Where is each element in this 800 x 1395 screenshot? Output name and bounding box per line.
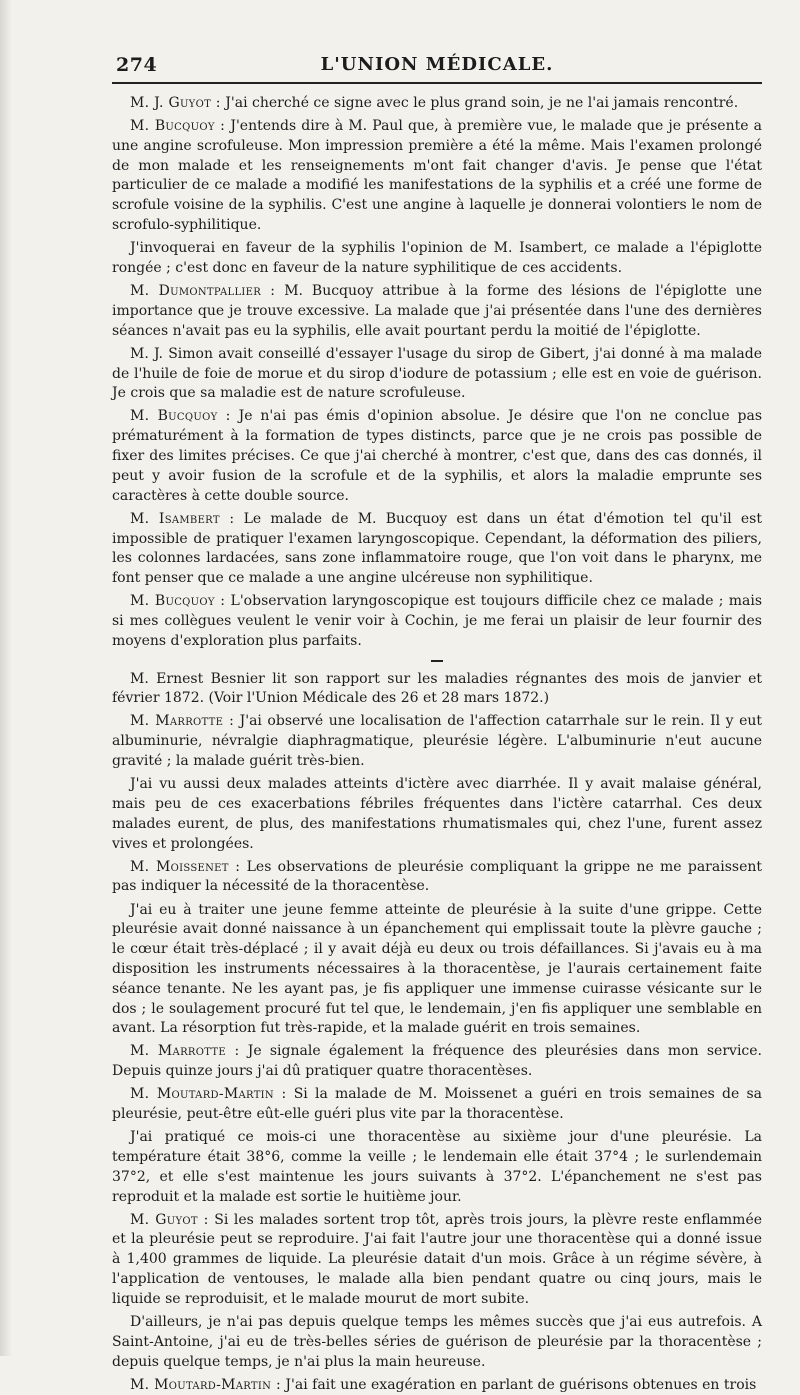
paragraph: [112, 712, 762, 771]
speaker-name: M. Bucquoy :: [130, 593, 226, 610]
paragraph: [112, 858, 762, 898]
speaker-name: M. Moutard-Martin :: [130, 1086, 287, 1103]
paragraph: [112, 239, 762, 279]
speaker-name: M. Bucquoy :: [130, 408, 231, 425]
paragraph-text: J'invoquerai en faveur de la syphilis l'opinion de M. Isambert, ce malade a l'épiglotte rongée ; c'est donc en faveur de la nature syphilitique de ces accidents.: [112, 240, 762, 276]
speaker-name: M. Moissenet :: [130, 858, 241, 875]
paragraph-text: Si les malades sortent trop tôt, après trois jours, la plèvre reste enflammée et la pleurésie peut se reproduire. J'ai fait l'autre jour une thoracentèse qui a donné issue à 1,400 grammes de liquide. La pleurésie datait d'un mois. Grâce à un régime sévère, à l'application de ventouses, le malade alla bien pendant quatre ou cinq jours, mais le liquide se reproduisit, et le malade mourut de mort subite.: [112, 1211, 763, 1307]
speaker-name: M. Guyot :: [130, 1211, 209, 1228]
paragraph: [112, 282, 762, 341]
paragraph-text: J'entends dire à M. Paul que, à première vue, le malade que je présente a une angine scrofuleuse. Mon impression première a été la même. Mais l'examen prolongé de mon malade et les renseignements m'ont fait changer d'avis. Je pense que l'état particulier de ce malade a modifié les manifestations de la syphilis et a créé une forme de scrofule voisine de la syphilis. C'est une angine à laquelle je donnerai volontiers le nom de scrofulo-syphilitique.: [112, 118, 763, 234]
paragraph: [112, 1313, 762, 1372]
paragraph-text: J'ai eu à traiter une jeune femme atteinte de pleurésie à la suite d'une grippe. Cette pleurésie avait donné naissance à un épanchement qui emplissait toute la plèvre gauche ; le cœur était très-déplacé ; il y avait déjà eu deux ou trois défaillances. Si j'avais eu à ma disposition les instruments nécessaires à la thoracentèse, je l'aurais certainement faite séance tenante. Ne les ayant pas, je fis appliquer une immense cuirasse vésicante sur le dos ; le soulagement procuré fut tel que, le lendemain, j'en fis appliquer une semblable en avant. La résorption fut très-rapide, et la malade guérit en trois semaines.: [112, 901, 762, 1037]
paragraph-text: Je signale également la fréquence des pleurésies dans mon service. Depuis quinze jours j'ai dû pratiquer quatre thoracentèses.: [112, 1043, 762, 1080]
page-number: 274: [116, 54, 158, 76]
paragraph-text: J'ai observé une localisation de l'affection catarrhale sur le rein. Il y eut albuminurie, névralgie diaphragmatique, pleurésie légère. L'albuminurie n'eut aucune gravité ; la malade guérit très-bien.: [112, 713, 762, 770]
paragraph-text: J'ai pratiqué ce mois-ci une thoracentèse au sixième jour d'une pleurésie. La température était 38°6, comme la veille ; le lendemain elle était 37°4 ; le surlendemain 37°2, et elle s'est maintenue les jours suivants à 37°2. L'épanchement ne s'est pas reproduit et la malade est sortie le huitième jour.: [112, 1129, 762, 1205]
paragraph: [112, 901, 762, 1040]
speaker-name: M. Bucquoy :: [130, 118, 226, 135]
speaker-name: M. Isambert :: [130, 510, 235, 527]
paragraph: [112, 670, 762, 710]
paragraph-text: Je n'ai pas émis d'opinion absolue. Je désire que l'on ne conclue pas prématurément à la formation de types distincts, parce que je ne crois pas possible de fixer des limites précises. Ce que j'ai cherché à montrer, c'est que, dans des cas donnés, il peut y avoir fusion de la scrofule et de la syphilis, et alors la maladie emprunte ses caractères à cette double source.: [112, 408, 763, 504]
speaker-name: M. Dumontpallier :: [130, 283, 276, 300]
speaker-name: M. J. Guyot :: [130, 95, 221, 111]
paragraph: [112, 117, 762, 236]
page-gutter-shadow: [0, 0, 12, 1356]
paragraph: [112, 510, 762, 589]
paragraph: [112, 1042, 762, 1082]
paragraph-text: Le malade de M. Bucquoy est dans un état d'émotion tel qu'il est impossible de pratiquer l'examen laryngoscopique. Cependant, la déformation des piliers, les colonnes lardacées, sans zone inflammatoire rouge, que l'on voit dans le pharynx, me font penser que ce malade a une angine ulcéreuse non syphilitique.: [112, 510, 762, 587]
speaker-name: M. Marrotte :: [130, 1043, 240, 1060]
paragraph-text: J'ai cherché ce signe avec le plus grand soin, je ne l'ai jamais rencontré.: [225, 95, 739, 111]
running-head: L'UNION MÉDICALE.: [320, 54, 554, 75]
paragraph: [112, 1128, 762, 1207]
body-text: [112, 94, 762, 1395]
paragraph-text: J'ai fait une exagération en parlant de guérisons obtenues en trois: [285, 1376, 757, 1393]
paragraph: [112, 407, 762, 506]
paragraph-text: M. Bucquoy attribue à la forme des lésions de l'épiglotte une importance que je trouve excessive. La malade que j'ai présentée dans l'une des dernières séances n'avait pas eu la syphilis, elle avait pourtant perdu la moitié de l'épiglotte.: [112, 283, 763, 339]
paragraph: [112, 775, 762, 854]
speaker-name: M. Marrotte :: [130, 713, 235, 730]
speaker-name: M. Moutard-Martin :: [130, 1376, 281, 1393]
paragraph: [112, 1085, 762, 1125]
section-separator: [431, 660, 443, 662]
paragraph: [112, 345, 762, 404]
paragraph-text: D'ailleurs, je n'ai pas depuis quelque temps les mêmes succès que j'ai eus autrefois. A Saint-Antoine, j'ai eu de très-belles séries de guérison de pleurésie par la thoracentèse ; depuis quelque temps, je n'ai plus la main heureuse.: [112, 1313, 762, 1370]
paragraph: [112, 1211, 762, 1310]
paragraph-text: J'ai vu aussi deux malades atteints d'ictère avec diarrhée. Il y avait malaise général, mais peu de ces exacerbations fébriles fréquentes dans l'ictère catarrhal. Ces deux malades eurent, de plus, des manifestations rhumatismales qui, chez l'une, furent assez vives et prolongées.: [112, 776, 762, 852]
paragraph-text: Les observations de pleurésie compliquant la grippe ne me paraissent pas indiquer la nécessité de la thoracentèse.: [112, 858, 762, 895]
paragraph: [112, 94, 762, 114]
paragraph-text: M. Ernest Besnier lit son rapport sur les maladies régnantes des mois de janvier et février 1872. (Voir l'Union Médicale des 26 et 28 mars 1872.): [112, 670, 762, 707]
paragraph-text: L'observation laryngoscopique est toujours difficile chez ce malade ; mais si mes collègues veulent le venir voir à Cochin, je me ferai un plaisir de leur fournir des moyens d'exploration plus parfaits.: [112, 593, 762, 649]
paragraph-text: M. J. Simon avait conseillé d'essayer l'usage du sirop de Gibert, j'ai donné à ma malade de l'huile de foie de morue et du sirop d'iodure de potassium ; elle est en voie de guérison. Je crois que sa maladie est de nature scrofuleuse.: [112, 345, 762, 402]
paragraph: [112, 1376, 762, 1395]
page-header: [112, 48, 762, 84]
paragraph-text: Si la malade de M. Moissenet a guéri en trois semaines de sa pleurésie, peut-être eût-elle guéri plus vite par la thoracentèse.: [112, 1086, 763, 1123]
paragraph: [112, 592, 762, 651]
